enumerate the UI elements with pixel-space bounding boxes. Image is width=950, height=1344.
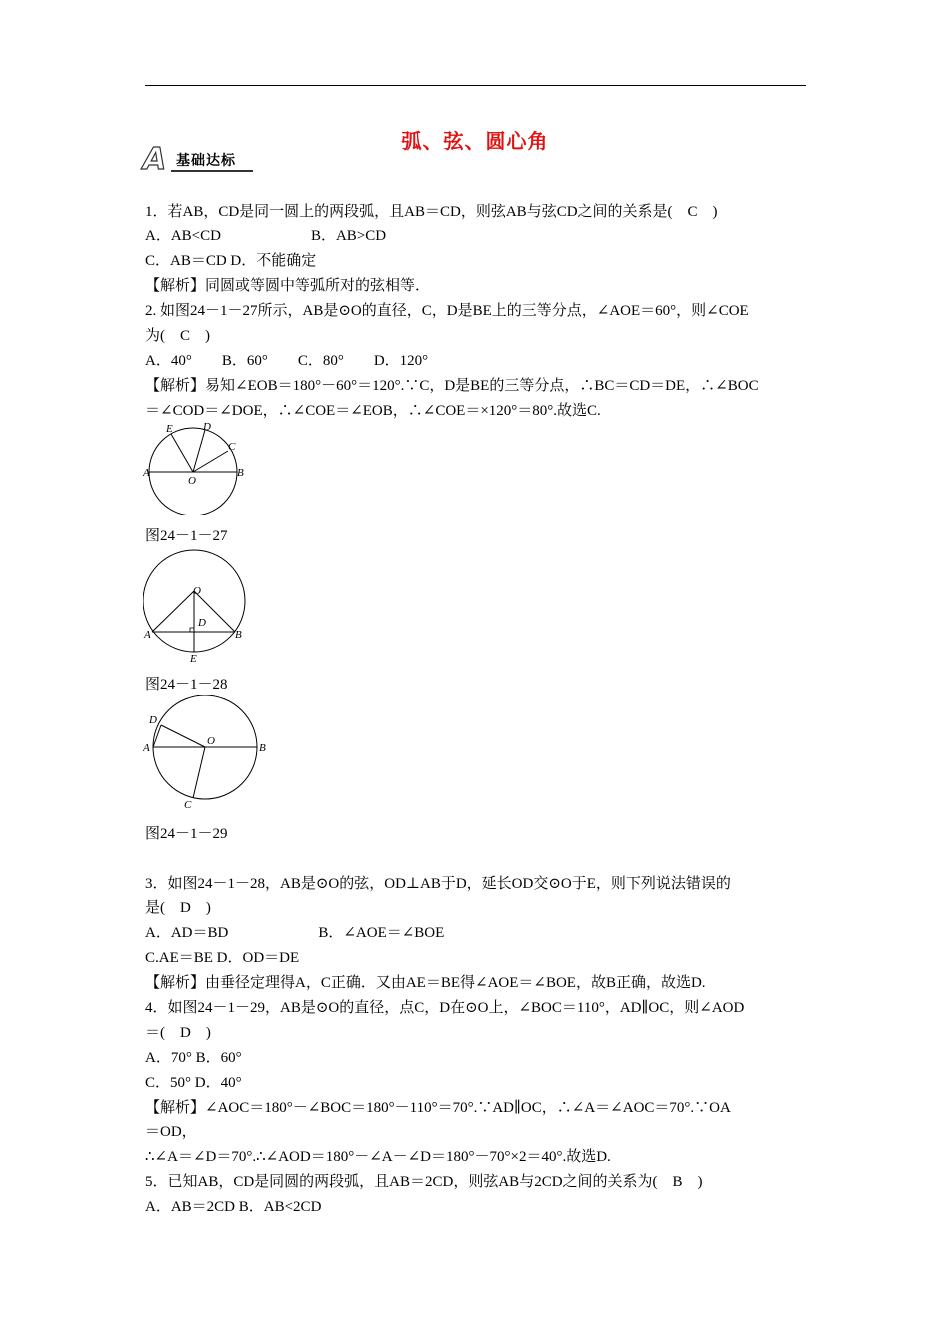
fig27-label-d: D (203, 421, 211, 433)
fig29-label-c: C (184, 799, 192, 810)
q4-options-cd: C．50° D．40° (145, 1075, 242, 1091)
page-title: 弧、弦、圆心角 (401, 129, 549, 153)
q4-stem: 4．如图24－1－29，AB是⊙O的直径，点C，D在⊙O上，∠BOC＝110°，AD∥OC，则∠AOD (145, 1000, 745, 1016)
q1-stem: 1．若AB，CD是同一圆上的两段弧，且AB＝CD，则弦AB与弦CD之间的关系是( C ) (145, 204, 718, 220)
q4-options-ab: A．70° B．60° (145, 1050, 242, 1066)
q1-options-cd: C．AB＝CD D．不能确定 (145, 253, 317, 269)
q4-stem-cont: ＝( D ) (145, 1025, 211, 1041)
q2-stem-cont: 为( C ) (145, 328, 210, 344)
fig29-caption: 图24－1－29 (145, 826, 228, 842)
fig28-label-e: E (190, 653, 197, 665)
fig27-label-o: O (188, 475, 196, 487)
figure-24-1-27 (143, 420, 253, 515)
fig27-label-a: A (143, 467, 150, 479)
q2-stem: 2. 如图24－1－27所示，AB是⊙O的直径，C，D是BE上的三等分点，∠AOE＝60°，则∠COE (145, 303, 749, 319)
fig28-label-d: D (198, 617, 206, 629)
fig27-caption: 图24－1－27 (145, 528, 228, 544)
fig27-label-b: B (237, 467, 244, 479)
q2-analysis: 【解析】易知∠EOB＝180°－60°＝120°.∵C，D是BE的三等分点，∴BC＝CD＝DE，∴∠BOC (145, 378, 759, 394)
fig28-caption: 图24－1－28 (145, 677, 228, 693)
q3-options-ab: A．AD＝BD B．∠AOE＝∠BOE (145, 925, 445, 941)
fig29-label-d: D (149, 714, 157, 726)
q3-analysis: 【解析】由垂径定理得A，C正确．又由AE＝BE得∠AOE＝∠BOE，故B正确，故选D. (145, 975, 706, 991)
q2-options: A．40° B．60° C．80° D．120° (145, 353, 429, 369)
fig29-label-a: A (143, 742, 150, 754)
badge-letter: A (143, 142, 167, 177)
badge-text: 基础达标 (176, 153, 236, 169)
figure-24-1-28 (143, 546, 253, 668)
header-rule (145, 85, 806, 86)
q5-stem: 5．已知AB，CD是同圆的两段弧，且AB＝2CD，则弦AB与2CD之间的关系为( B ) (145, 1174, 703, 1190)
q3-options-cd: C.AE＝BE D．OD＝DE (145, 950, 300, 966)
q3-stem: 3．如图24－1－28，AB是⊙O的弦，OD⊥AB于D，延长OD交⊙O于E，则下列说法错误的 (145, 876, 731, 892)
q1-options-ab: A．AB<CD B．AB>CD (145, 228, 387, 244)
q5-options-ab: A．AB＝2CD B．AB<2CD (145, 1199, 322, 1215)
fig27-label-c: C (228, 441, 236, 453)
fig28-label-b: B (235, 629, 242, 641)
fig27-label-e: E (166, 423, 173, 435)
q4-analysis-cont2: ∴∠A＝∠D＝70°.∴∠AOD＝180°－∠A－∠D＝180°－70°×2＝40°.故选D. (145, 1149, 611, 1165)
fig29-label-o: O (207, 735, 215, 747)
q4-analysis-cont: ＝OD， (145, 1124, 197, 1140)
fig28-label-a: A (144, 629, 151, 641)
figure-24-1-29 (143, 695, 271, 810)
section-badge (143, 142, 253, 177)
fig28-label-o: O (193, 585, 201, 597)
q3-stem-cont: 是( D ) (145, 900, 211, 916)
q4-analysis: 【解析】∠AOC＝180°－∠BOC＝180°－110°＝70°.∵AD∥OC，∴∠A＝∠AOC＝70°.∵OA (145, 1100, 731, 1116)
fig29-label-b: B (259, 742, 266, 754)
q2-analysis-cont: ＝∠COD＝∠DOE，∴∠COE＝∠EOB，∴∠COE＝×120°＝80°.故选C. (145, 403, 601, 419)
q1-analysis: 【解析】同圆或等圆中等弧所对的弦相等． (145, 278, 431, 294)
badge-underline (171, 170, 253, 172)
